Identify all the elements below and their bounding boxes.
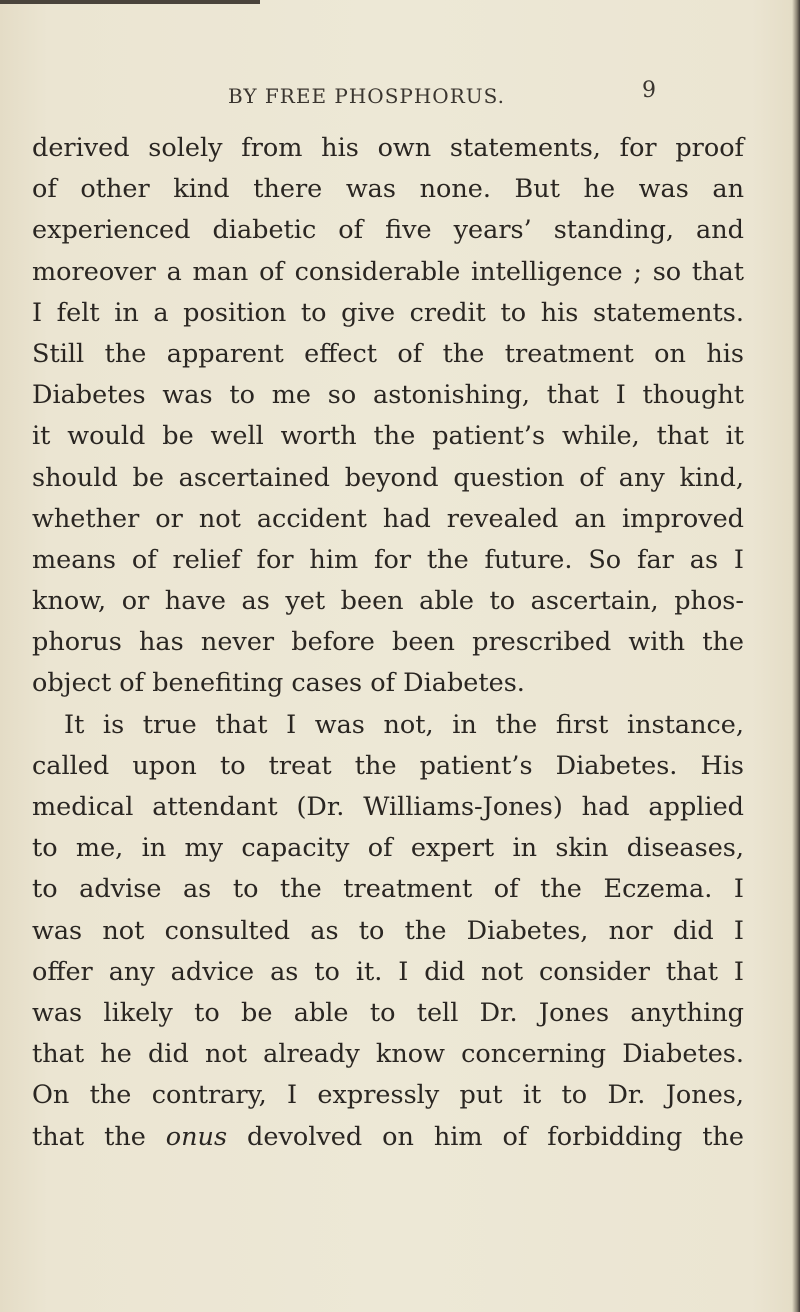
text-line: of other kind there was none. But he was an — [32, 174, 744, 205]
top-edge-rule — [0, 0, 260, 4]
text-line: to me, in my capacity of expert in skin diseases, — [32, 833, 744, 864]
text-line: it would be well worth the patient’s while, that it — [32, 421, 744, 452]
page-edge-shadow — [792, 0, 800, 1312]
text-line: Still the apparent effect of the treatment on his — [32, 338, 744, 369]
text-line: to advise as to the treatment of the Eczema. I — [32, 874, 744, 905]
body-text — [32, 128, 744, 1158]
page-number: 9 — [642, 78, 656, 103]
text-line: means of relief for him for the future. So far as I — [32, 544, 744, 575]
text-line: experienced diabetic of five years’ standing, and — [32, 215, 744, 246]
paragraph-end-line: object of benefiting cases of Diabetes. — [32, 668, 525, 699]
text-line: was not consulted as to the Diabetes, nor did I — [32, 915, 744, 946]
text-line: phorus has never before been prescribed with the — [32, 627, 744, 658]
text-line: whether or not accident had revealed an improved — [32, 503, 744, 534]
text-line: that he did not already know concerning Diabetes. — [32, 1039, 744, 1070]
text-line: moreover a man of considerable intelligence ; so that — [32, 256, 744, 287]
text-line: derived solely from his own statements, for proof — [32, 133, 744, 163]
running-head: BY FREE PHOSPHORUS. — [228, 84, 505, 108]
text-line: offer any advice as to it. I did not consider that I — [32, 956, 744, 987]
final-line-before: that the — [32, 1121, 166, 1152]
final-text-line — [32, 1117, 744, 1158]
emphasized-word: onus — [165, 1121, 228, 1152]
text-line: called upon to treat the patient’s Diabetes. His — [32, 750, 744, 781]
final-line-after: devolved on him of forbidding the — [227, 1121, 744, 1152]
text-line: know, or have as yet been able to ascertain, phos- — [32, 586, 744, 617]
page-header — [0, 78, 800, 116]
paragraph-start-line: It is true that I was not, in the first instance, — [64, 709, 744, 740]
text-line: Diabetes was to me so astonishing, that I thought — [32, 380, 744, 411]
text-line: medical attendant (Dr. Williams-Jones) had applied — [32, 792, 744, 822]
text-line: On the contrary, I expressly put it to Dr. Jones, — [32, 1080, 744, 1111]
text-line: I felt in a position to give credit to his statements. — [32, 297, 744, 328]
text-line: should be ascertained beyond question of any kind, — [32, 462, 744, 493]
text-line: was likely to be able to tell Dr. Jones anything — [32, 997, 744, 1028]
